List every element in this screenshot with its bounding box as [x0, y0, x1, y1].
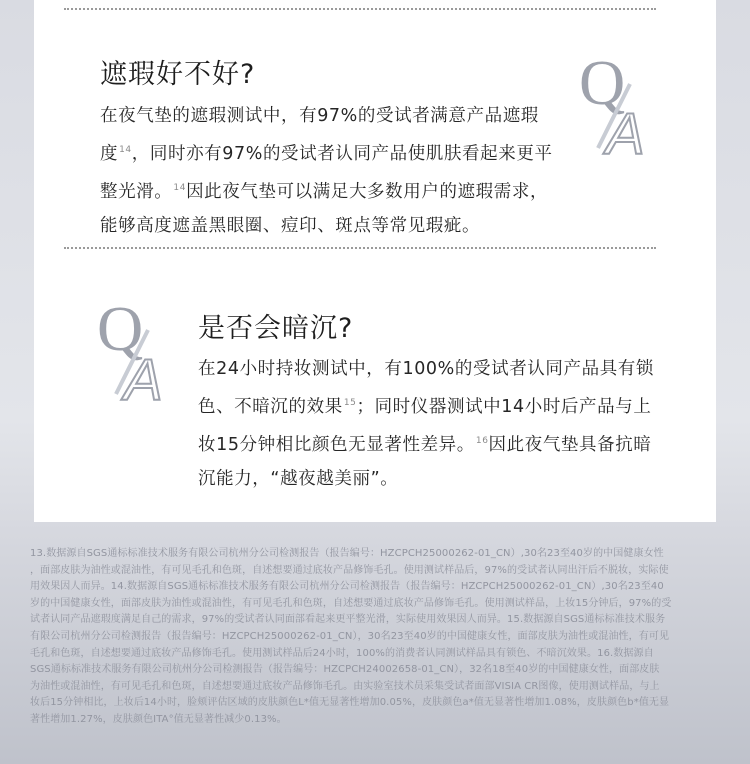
footnote-line: 有限公司杭州分公司检测报告（报告编号：HZCPCH25000262-01_CN），30名23至40岁的中国健康女性，面部皮肤为油性或混油性，有可见	[30, 630, 670, 642]
qa-icon-1	[578, 44, 664, 156]
dotted-divider-middle	[64, 247, 656, 249]
qa-icon-2	[96, 290, 182, 402]
footnote-line: 著性增加1.27%，皮肤颜色ITA°值无显著性减少0.13%。	[30, 713, 287, 725]
footnote-marker: 15	[343, 398, 357, 408]
footnote-line: 为油性或混油性，有可见毛孔和色斑，自述想要通过底妆产品修饰毛孔。由实验室技术员采集受试者面部VISIA CR图像，使用测试样品，与上	[30, 680, 660, 692]
s2-line	[198, 424, 654, 462]
s2-line-text: 因此夜气垫具备抗暗	[488, 434, 652, 455]
s1-line-text: 因此夜气垫可以满足大多数用户的遮瑕需求，	[186, 181, 549, 202]
section2-paragraph	[198, 352, 654, 496]
footnotes	[30, 546, 722, 729]
s1-line-text: 度	[100, 143, 119, 164]
footnote-line: 试者认同产品遮瑕度满足自己的需求，97%的受试者认同面部看起来更平整光滑，实际使用效果因人而异。15.数据源自SGS通标标准技术服务	[30, 614, 666, 626]
section1-title: 遮瑕好不好?	[100, 59, 256, 90]
footnote-marker: 14	[119, 145, 132, 155]
s2-line-text: 色、不暗沉的效果	[198, 396, 343, 417]
s2-line-text: ；同时仪器测试中14小时后产品与上	[356, 396, 652, 417]
s1-line-text: ，同时亦有97%的受试者认同产品使肌肤看起来更平	[131, 143, 553, 164]
s1-line-text: 整光滑。	[100, 181, 173, 202]
qa-q-letter: Q	[579, 47, 626, 118]
footnote-marker: 14	[173, 182, 187, 193]
footnote-line: 13.数据源自SGS通标标准技术服务有限公司杭州分公司检测报告（报告编号：HZCPCH25000262-01_CN）,30名23至40岁的中国健康女性	[30, 548, 664, 559]
s1-line	[100, 171, 553, 209]
qa-q-letter: Q	[97, 293, 144, 364]
s2-line: 在24小时持妆测试中，有100%的受试者认同产品具有锁	[198, 359, 654, 379]
s2-line-text: 妆15分钟相比颜色无显著性差异。	[198, 434, 475, 455]
section1-paragraph	[100, 99, 553, 243]
s1-line: 在夜气垫的遮瑕测试中，有97%的受试者满意产品遮瑕	[100, 106, 539, 126]
footnote-line: 妆后15分钟相比，上妆后14小时，脸颊评估区域的皮肤颜色L*值无显著性增加0.05%，皮肤颜色a*值无显著性增加1.08%，皮肤颜色b*值无显	[30, 697, 670, 709]
footnote-marker: 16	[475, 435, 489, 446]
footnote-line: ，面部皮肤为油性或混油性，有可见毛孔和色斑，自述想要通过底妆产品修饰毛孔。使用测试样品后，97%的受试者认同出汗后不脱妆，实际使	[30, 564, 669, 576]
qa-a-letter: A	[606, 102, 645, 156]
qa-a-letter: A	[124, 348, 163, 402]
dotted-divider-top	[64, 8, 656, 10]
footnote-line: 岁的中国健康女性，面部皮肤为油性或混油性，有可见毛孔和色斑，自述想要通过底妆产品修饰毛孔。使用测试样品，上妆15分钟后，97%的受	[30, 597, 672, 609]
s1-line	[100, 133, 553, 171]
s1-line: 能够高度遮盖黑眼圈、痘印、斑点等常见瑕疵。	[100, 215, 481, 236]
footnote-line: SGS通标标准技术服务有限公司杭州分公司检测报告（报告编号：HZCPCH24002658-01_CN），32名18至40岁的中国健康女性，面部皮肤	[30, 664, 660, 676]
s2-line: 沉能力，“越夜越美丽”。	[198, 468, 399, 489]
footnote-line: 用效果因人而异。14.数据源自SGS通标标准技术服务有限公司杭州分公司检测报告（报告编号：HZCPCH25000262-01_CN）,30名23至40	[30, 581, 664, 593]
footnote-line: 毛孔和色斑，自述想要通过底妆产品修饰毛孔。使用测试样品后24小时，100%的消费者认同测试样品具有锁色、不暗沉效果。16.数据源自	[30, 647, 654, 659]
s2-line	[198, 386, 654, 424]
section2-title: 是否会暗沉?	[198, 313, 354, 344]
